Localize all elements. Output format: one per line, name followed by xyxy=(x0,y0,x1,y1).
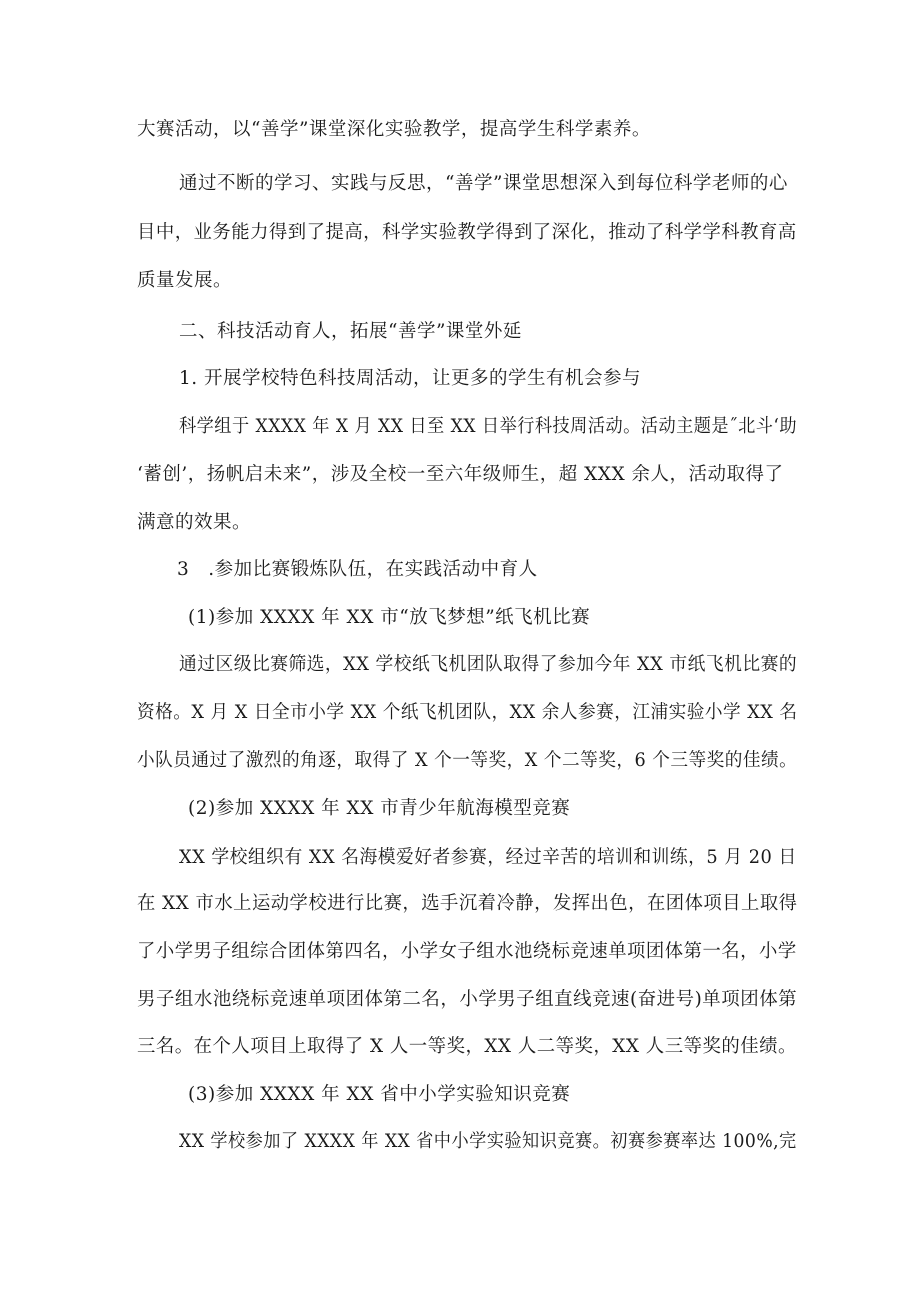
item-heading: (1)参加 XXXX 年 XX 市“放飞梦想”纸飞机比赛 xyxy=(188,607,591,628)
section-heading: 二、科技活动育人，拓展“善学”课堂外延 xyxy=(179,321,522,342)
item-heading: (3)参加 XXXX 年 XX 省中小学实验知识竞赛 xyxy=(188,1084,571,1105)
paragraph-line: 通过区级比赛筛选，XX 学校纸飞机团队取得了参加今年 XX 市纸飞机比赛的 xyxy=(179,654,798,675)
paragraph-line: 三名。在个人项目上取得了 X 人一等奖，XX 人二等奖，XX 人三等奖的佳绩。 xyxy=(137,1036,797,1057)
paragraph-line: 目中，业务能力得到了提高，科学实验教学得到了深化，推动了科学学科教育高 xyxy=(137,222,797,243)
item-heading: (2)参加 XXXX 年 XX 市青少年航海模型竞赛 xyxy=(188,798,571,819)
paragraph-line: 质量发展。 xyxy=(137,270,233,291)
paragraph-line: ‘蓄创’，扬帆启未来”，涉及全校一至六年级师生，超 XXX 余人，活动取得了 xyxy=(137,464,784,485)
subsection-heading: 3 .参加比赛锻炼队伍，在实践活动中育人 xyxy=(177,559,538,580)
paragraph-line: 通过不断的学习、实践与反思，“善学”课堂思想深入到每位科学老师的心 xyxy=(179,173,788,194)
paragraph-line: 资格。X 月 X 日全市小学 XX 个纸飞机团队，XX 余人参赛，江浦实验小学 XX 名 xyxy=(137,702,798,723)
paragraph-line: 在 XX 市水上运动学校进行比赛，选手沉着冷静，发挥出色，在团体项目上取得 xyxy=(137,893,798,914)
paragraph-line: 了小学男子组综合团体第四名，小学女子组水池绕标竞速单项团体第一名，小学 xyxy=(137,941,797,962)
paragraph-line: 满意的效果。 xyxy=(137,512,252,533)
paragraph-line: XX 学校参加了 XXXX 年 XX 省中小学实验知识竞赛。初赛参赛率达 100%,完 xyxy=(179,1131,797,1152)
paragraph-line: 小队员通过了激烈的角逐，取得了 X 个一等奖，X 个二等奖，6 个三等奖的佳绩。 xyxy=(137,750,798,771)
subsection-heading: 1. 开展学校特色科技周活动，让更多的学生有机会参与 xyxy=(179,368,642,389)
paragraph-line: 男子组水池绕标竞速单项团体第二名，小学男子组直线竞速(奋进号)单项团体第 xyxy=(137,989,798,1010)
paragraph-line: 科学组于 XXXX 年 X 月 XX 日至 XX 日举行科技周活动。活动主题是˝北斗‘助 xyxy=(179,416,797,437)
paragraph-line: 大赛活动，以“善学”课堂深化实验教学，提高学生科学素养。 xyxy=(137,119,651,140)
paragraph-line: XX 学校组织有 XX 名海模爱好者参赛，经过辛苦的培训和训练，5 月 20 日 xyxy=(179,847,797,868)
